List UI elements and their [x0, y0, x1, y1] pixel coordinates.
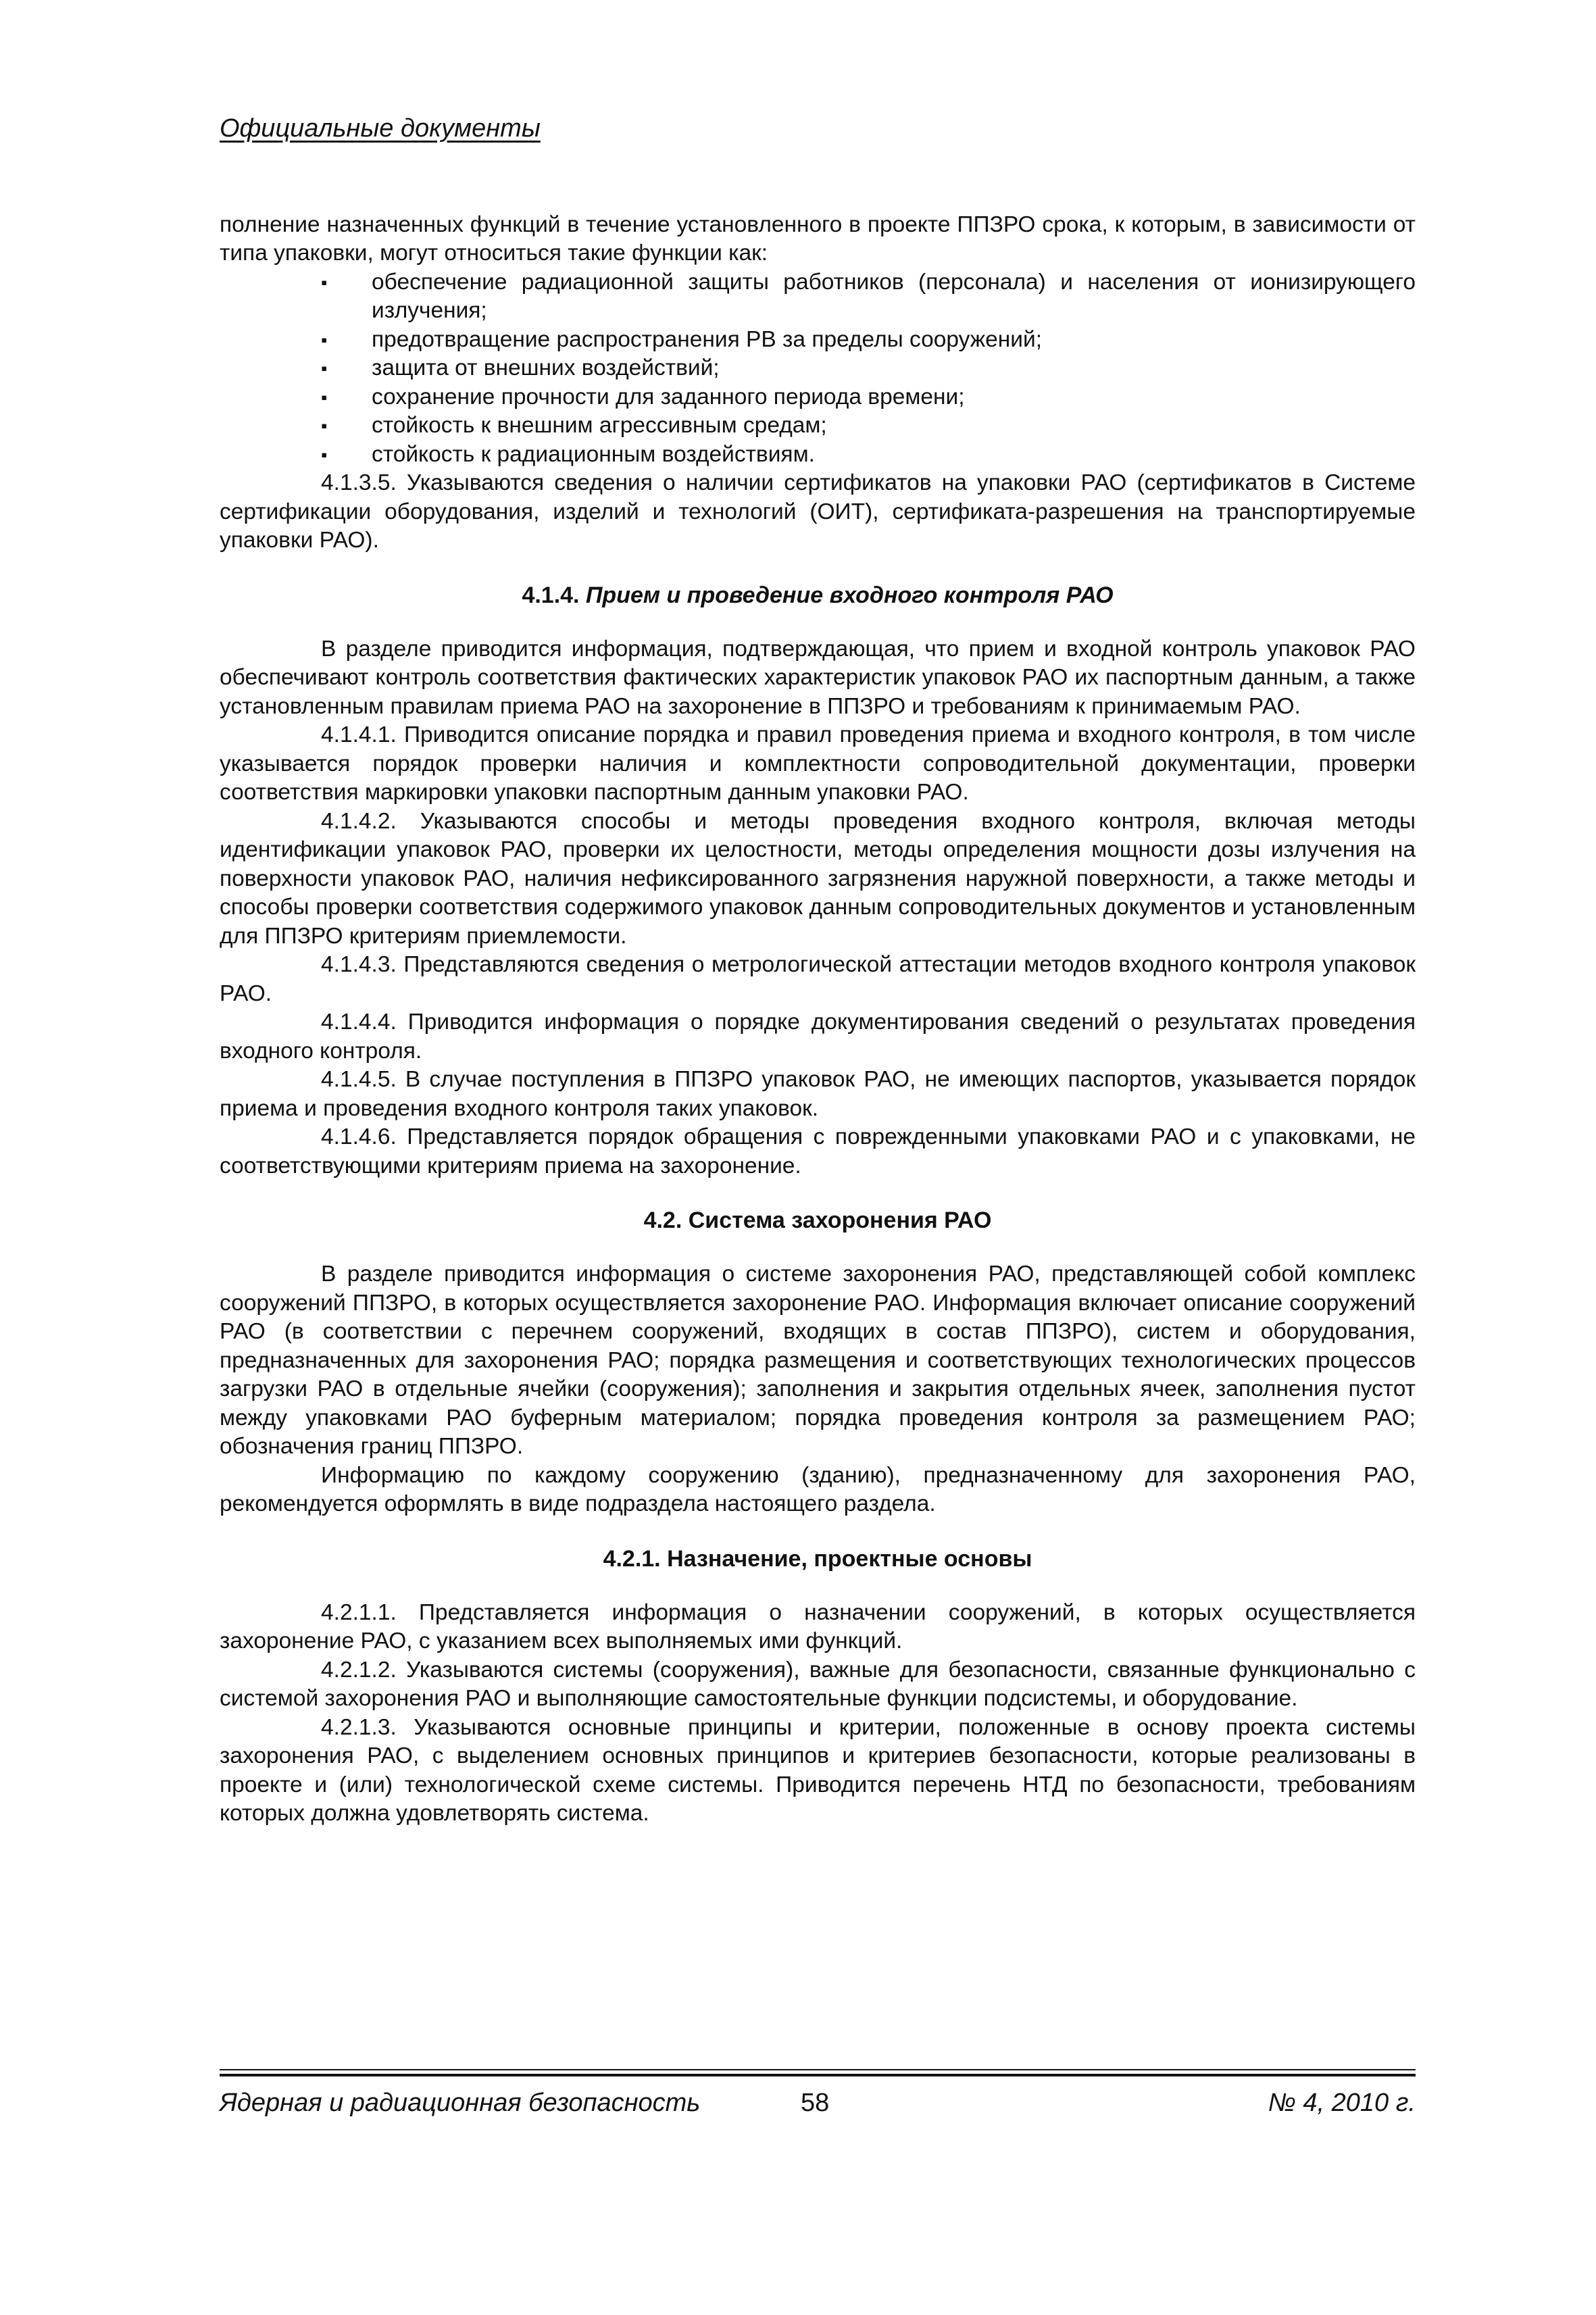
heading-title: Назначение, проектные основы — [667, 1545, 1032, 1572]
paragraph-4-1-4-2: 4.1.4.2. Указываются способы и методы проведения входного контроля, включая методы идентификации упаковок РАО, проверки их целостности, методы определения мощности дозы излучения на поверхности упаковок РАО, наличия нефиксированного загрязнения наружной поверхности, а также методы и способы проверки соответствия содержимого упаковок данным сопроводительных документов и установленным для ППЗРО критериям приемлемости. — [220, 808, 1416, 949]
document-body — [220, 211, 1416, 1828]
list-item: ▪ защита от внешних воздействий; — [220, 354, 1416, 383]
heading-number: 4.2. — [643, 1208, 682, 1234]
heading-title: Система захоронения РАО — [688, 1208, 992, 1234]
function-list — [220, 268, 1416, 470]
paragraph-4-1-4-1: 4.1.4.1. Приводится описание порядка и правил проведения приема и входного контроля, в том числе указывается порядок проверки наличия и комплектности сопроводительной документации, проверки соответствия маркировки упаковки паспортным данным упаковки РАО. — [220, 722, 1416, 805]
footer-row — [220, 2089, 1416, 2122]
heading-4-1-4 — [220, 581, 1416, 609]
paragraph-4-1-4-intro: В разделе приводится информация, подтверждающая, что прием и входной контроль упаковок РАО обеспечивают контроль соответствия фактических характеристик упаковок РАО их паспортным данным, а также установленным правилам приема РАО на захоронение в ППЗРО и требованиям к принимаемым РАО. — [220, 636, 1416, 719]
list-item: ▪ предотвращение распространения РВ за пределы сооружений; — [220, 326, 1416, 355]
list-item: ▪ сохранение прочности для заданного периода времени; — [220, 383, 1416, 412]
heading-number: 4.1.4. — [522, 582, 580, 608]
paragraph-4-2-second: Информацию по каждому сооружению (зданию), предназначенному для захоронения РАО, рекомендуется оформлять в виде подраздела настоящего раздела. — [220, 1462, 1416, 1517]
heading-title: Прием и проведение входного контроля РАО — [585, 582, 1114, 608]
paragraph-4-2-intro: В разделе приводится информация о системе захоронения РАО, представляющей собой комплекс сооружений ППЗРО, в которых осуществляется захоронение РАО. Информация включает описание сооружений РАО (в соответствии с перечнем сооружений, входящих в состав ППЗРО), систем и оборудования, предназначенных для захоронения РАО; порядка размещения и соответствующих технологических процессов загрузки РАО в отдельные ячейки (сооружения); заполнения и закрытия отдельных ячеек, заполнения пустот между упаковками РАО буферным материалом; порядка проведения контроля за размещением РАО; обозначения границ ППЗРО. — [220, 1262, 1416, 1460]
paragraph-4-2-1-2: 4.2.1.2. Указываются системы (сооружения), важные для безопасности, связанные функционально с системой захоронения РАО и выполняющие самостоятельные функции подсистемы, и оборудование. — [220, 1657, 1416, 1712]
paragraph-intro: полнение назначенных функций в течение установленного в проекте ППЗРО срока, к которым, в зависимости от типа упаковки, могут относиться такие функции как: — [220, 211, 1416, 266]
journal-title: Ядерная и радиационная безопасность — [220, 2089, 701, 2117]
list-item: ▪ стойкость к внешним агрессивным средам; — [220, 412, 1416, 441]
heading-4-2-1 — [220, 1545, 1416, 1573]
heading-number: 4.2.1. — [603, 1545, 661, 1572]
list-item: ▪ обеспечение радиационной защиты работников (персонала) и населения от ионизирующего излучения; — [220, 268, 1416, 326]
heading-4-2 — [220, 1206, 1416, 1235]
page-footer — [220, 2069, 1416, 2122]
document-page — [220, 115, 1416, 1828]
paragraph-4-1-3-5: 4.1.3.5. Указываются сведения о наличии сертификатов на упаковки РАО (сертификатов в Системе сертификации оборудования, изделий и технологий (ОИТ), сертификата-разрешения на транспортируемые упаковки РАО). — [220, 470, 1416, 553]
paragraph-4-2-1-3: 4.2.1.3. Указываются основные принципы и критерии, положенные в основу проекта системы захоронения РАО, с выделением основных принципов и критериев безопасности, которые реализованы в проекте и (или) технологической схеме системы. Приводится перечень НТД по безопасности, требованиям которых должна удовлетворять система. — [220, 1714, 1416, 1826]
paragraph-4-2-1-1: 4.2.1.1. Представляется информация о назначении сооружений, в которых осуществляется захоронение РАО, с указанием всех выполняемых ими функций. — [220, 1599, 1416, 1654]
paragraph-4-1-4-4: 4.1.4.4. Приводится информация о порядке документирования сведений о результатах проведения входного контроля. — [220, 1010, 1416, 1064]
paragraph-4-1-4-3: 4.1.4.3. Представляются сведения о метрологической аттестации методов входного контроля упаковок РАО. — [220, 952, 1416, 1006]
paragraph-4-1-4-5: 4.1.4.5. В случае поступления в ППЗРО упаковок РАО, не имеющих паспортов, указывается порядок приема и проведения входного контроля таких упаковок. — [220, 1067, 1416, 1121]
list-item: ▪ стойкость к радиационным воздействиям. — [220, 441, 1416, 470]
issue-number: № 4, 2010 г. — [1268, 2089, 1416, 2117]
footer-rule — [220, 2069, 1416, 2076]
page-number: 58 — [801, 2089, 830, 2117]
paragraph-4-1-4-6: 4.1.4.6. Представляется порядок обращения с поврежденными упаковками РАО и с упаковками, не соответствующими критериям приема на захоронение. — [220, 1124, 1416, 1178]
section-label: Официальные документы — [220, 114, 541, 143]
